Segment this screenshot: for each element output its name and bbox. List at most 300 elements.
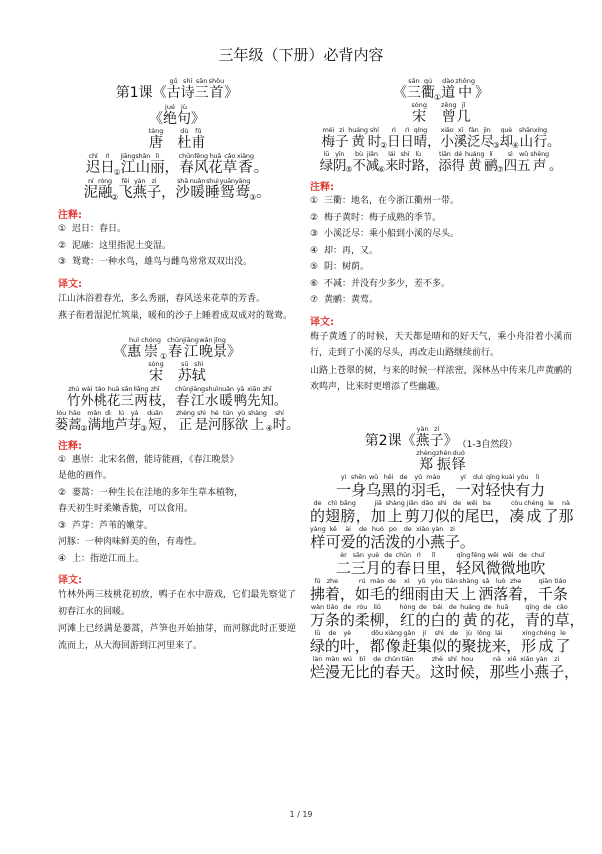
pinyin-char: 了le: [543, 498, 559, 525]
pinyin-char: 轼shì: [191, 359, 206, 384]
pinyin-char: 桃táo: [93, 384, 107, 409]
pinyin-char: 是shì: [194, 408, 209, 433]
text-segment: ，: [339, 584, 355, 603]
pinyin-char: 燕yàn: [430, 524, 445, 551]
note-item: [310, 211, 572, 227]
pinyin-char: 蒿hāo: [68, 408, 82, 433]
pinyin-char: 日rì: [411, 550, 427, 577]
pinyin-char: 苏sū: [177, 359, 192, 384]
pinyin-char: 草cǎo: [554, 602, 570, 629]
pinyin-char: 对duì: [470, 472, 486, 499]
pinyin-char: 春chūn: [167, 335, 184, 360]
note-number: ③: [58, 257, 67, 267]
text-segment: 。: [547, 134, 561, 150]
text-segment: ，: [427, 134, 441, 150]
note-item: [310, 293, 572, 309]
note-number: ④: [58, 553, 67, 564]
pinyin-char: 的de: [400, 524, 416, 551]
pinyin-char: 融róng: [97, 177, 113, 201]
pinyin-char: 地dì: [101, 408, 115, 433]
pinyin-char: 的de: [395, 472, 411, 499]
poem1-translation-label: 译文:: [58, 278, 82, 290]
pinyin-char: 二èr: [336, 550, 351, 577]
text-segment: 。: [459, 532, 475, 551]
pinyin-char: 五wǔ: [516, 150, 531, 174]
pinyin-char: 细xì: [399, 576, 415, 603]
pinyin-char: 宋sòng: [148, 359, 164, 384]
pinyin-char: 睡shuì: [205, 177, 220, 201]
pinyin-char: 由yóu: [429, 576, 445, 603]
pinyin-char: 形xíng: [521, 628, 537, 655]
text-segment: ，: [569, 610, 585, 629]
pinyin-char: 欲yù: [234, 408, 248, 433]
text-segment: 。: [273, 392, 288, 409]
pinyin-char: 成chéng: [536, 628, 556, 655]
pinyin-char: 烂làn: [310, 654, 325, 681]
text-segment: 。: [286, 416, 300, 433]
note-number: ②: [58, 487, 67, 498]
pinyin-char: 加jiā: [370, 498, 386, 525]
pinyin-char: 千qiān: [537, 576, 553, 603]
pinyin-char: 的de: [415, 602, 431, 629]
text-segment: ，: [355, 506, 371, 525]
pinyin-char: 洒sǎ: [478, 576, 494, 603]
pinyin-char: 那nà: [489, 654, 505, 681]
pinyin-char: 先xiān: [247, 384, 261, 409]
pinyin-char: 几jǐ: [456, 101, 471, 125]
note-text: 却：再，又。: [324, 245, 379, 256]
pinyin-char: 聚jù: [461, 628, 477, 655]
pinyin-char: 不bù: [352, 150, 366, 174]
text-segment: 》: [226, 343, 241, 360]
footnote-marker: ④: [265, 423, 273, 433]
poem2-translation-label: 译文:: [58, 575, 82, 586]
note-text: 蒌蒿：一种生长在洼地的多年生草本植物，: [72, 487, 244, 498]
text-segment: 《: [152, 85, 167, 101]
pinyin-char: 燕yàn: [534, 654, 550, 681]
pinyin-char: 句jù: [177, 103, 191, 127]
poem3-notes-label: 注释:: [310, 182, 334, 193]
pinyin-char: 红hóng: [399, 602, 416, 629]
poem3-line-1: [310, 127, 572, 150]
pinyin-char: 知zhī: [260, 384, 274, 409]
pinyin-char: 春chūn: [395, 550, 412, 577]
pinyin-char: 花huā: [106, 384, 121, 409]
pinyin-char: 吹chuī: [530, 550, 546, 577]
pinyin-char: 江jiāng: [190, 384, 205, 409]
pinyin-char: 身shēn: [350, 472, 367, 499]
pinyin-char: 拢lǒng: [476, 628, 492, 655]
text-segment: ，: [384, 610, 400, 629]
note-text: 惠崇：北宋名僧，能诗能画，《春江晚景》: [72, 454, 239, 465]
pinyin-char: 微wēi: [500, 550, 516, 577]
prose-line: [310, 654, 579, 682]
pinyin-char: 丽lì: [150, 152, 165, 176]
pinyin-char: 衢qú: [421, 77, 436, 101]
pinyin-char: 的de: [380, 550, 396, 577]
pinyin-char: 天tiān: [400, 654, 415, 681]
pinyin-char: 惠huì: [127, 335, 142, 360]
pinyin-char: 时shí: [398, 150, 412, 174]
pinyin-char: 微wēi: [485, 550, 501, 577]
poem1-notes: [58, 222, 296, 271]
pinyin-char: 却què: [499, 126, 513, 150]
lesson2-author: [310, 450, 572, 474]
pinyin-char: 如rú: [354, 576, 370, 603]
prose-line: [310, 578, 572, 604]
text-segment: ，: [424, 158, 439, 174]
lesson2-heading-note: （1-3自然段）: [457, 439, 518, 450]
poem1-title: [58, 104, 296, 128]
pinyin-char: 鸭yā: [233, 384, 248, 409]
pinyin-char: 小xiǎo: [519, 654, 535, 681]
note-item: [310, 277, 572, 293]
pinyin-char: 江jiāng: [120, 152, 136, 176]
pinyin-char: 两liǎng: [133, 384, 149, 409]
text-segment: 第1课: [115, 85, 153, 101]
pinyin-char: 的de: [539, 602, 555, 629]
note-text: 上：指逆江而上。: [72, 553, 145, 564]
text-segment: ，: [161, 185, 176, 201]
poem2-title: [58, 337, 296, 361]
pinyin-char: 振zhèn: [436, 448, 452, 473]
pinyin-char: 集jí: [416, 628, 432, 655]
pinyin-char: 草cǎo: [222, 152, 237, 176]
pinyin-char: 行xíng: [533, 126, 548, 150]
pinyin-char: 的de: [445, 602, 461, 629]
pinyin-char: 唐táng: [148, 127, 164, 151]
pinyin-char: 白bái: [430, 602, 446, 629]
pinyin-char: 那nà: [558, 498, 574, 525]
pinyin-char: 子zi: [444, 524, 460, 551]
text-segment: 。: [414, 662, 430, 681]
note-item: [58, 222, 296, 238]
pinyin-char: 子zi: [549, 654, 565, 681]
text-segment: 。: [256, 185, 271, 201]
footnote-marker: ①: [113, 168, 121, 177]
text-segment: [163, 136, 177, 152]
pinyin-char: 晚wǎn: [198, 335, 213, 360]
pinyin-char: 水shuǐ: [204, 384, 219, 409]
poem2-translation-2: 河滩上已经满是蒌蒿，芦笋也开始抽芽，而河豚此时正要逆流而上，从大海回游到江河里来了。: [58, 624, 296, 651]
note-text: 芦芽：芦苇的嫩芽。: [72, 520, 154, 531]
pinyin-char: 郑zhèng: [416, 448, 437, 473]
pinyin-char: 短duǎn: [147, 408, 163, 433]
pinyin-char: 泛fàn: [467, 126, 481, 150]
pinyin-char: 枝zhī: [148, 384, 162, 409]
pinyin-char: 拂fú: [310, 576, 325, 603]
pinyin-char: 万wàn: [310, 602, 325, 629]
pinyin-char: 鸯yāng: [234, 177, 251, 201]
text-segment: ，: [509, 610, 525, 629]
pinyin-char: 凑còu: [509, 498, 525, 525]
pinyin-char: 上shàng: [247, 408, 267, 433]
poem3-translation-label: 译文:: [310, 316, 334, 328]
pinyin-char: 甫fǔ: [191, 127, 206, 151]
text-segment: 》: [191, 111, 205, 127]
pinyin-char: 风fēng: [470, 550, 486, 577]
pinyin-char: 正zhèng: [175, 408, 195, 433]
pinyin-char: 一yí: [455, 472, 471, 499]
poem2-line-2: [54, 408, 300, 433]
text-segment: ，: [164, 160, 179, 176]
pinyin-char: 崇chóng: [141, 335, 161, 360]
page-title: 三年级（下册）必背内容: [218, 46, 384, 64]
note-number: ①: [58, 224, 67, 234]
pinyin-char: 三sān: [120, 384, 134, 409]
footnote-marker: ③: [492, 141, 500, 150]
pinyin-char: 诗shī: [180, 77, 195, 101]
pinyin-char: 条tiáo: [324, 602, 340, 629]
note-text: 小溪泛尽：乘小船到小溪的尽头。: [324, 229, 460, 239]
pinyin-char: 曾zēng: [440, 101, 457, 125]
footnote-marker: ②: [380, 141, 388, 150]
pinyin-char: 减jiǎn: [365, 150, 379, 174]
text-segment: ，: [564, 662, 579, 681]
pinyin-char: 黄huáng: [460, 602, 481, 629]
text-segment: 》: [224, 85, 239, 101]
pinyin-char: 似shì: [434, 498, 450, 525]
note-text: 梅子黄时：梅子成熟的季节。: [324, 212, 442, 223]
footnote-marker: ③: [140, 423, 148, 433]
text-segment: ，: [162, 416, 176, 433]
pinyin-char: 可kě: [325, 524, 341, 551]
text-segment: 。: [253, 160, 269, 176]
pinyin-char: 鹂lí: [484, 150, 498, 174]
pinyin-char: 花huā: [208, 152, 223, 176]
pinyin-char: 三sān: [350, 550, 366, 577]
pinyin-char: 巴ba: [479, 498, 495, 525]
pinyin-char: 的de: [480, 602, 495, 629]
note-item: [310, 194, 572, 210]
pinyin-char: 青qīng: [524, 602, 540, 629]
text-segment: 》: [443, 432, 458, 449]
text-segment: 》: [474, 85, 489, 101]
pinyin-char: 添tiān: [438, 150, 452, 174]
footnote-marker: ⑥: [377, 165, 385, 174]
note-item: [310, 260, 572, 276]
pinyin-char: 泼po: [385, 524, 401, 551]
pinyin-char: 子zi: [146, 177, 162, 201]
pinyin-char: 上shàng: [385, 498, 405, 525]
pinyin-char: 膀bǎng: [339, 498, 356, 525]
pinyin-char: 毛máo: [425, 472, 441, 499]
lesson1-heading: [58, 78, 296, 102]
pinyin-char: 芽yá: [127, 408, 142, 433]
pinyin-char: 的de: [310, 498, 325, 525]
note-item: [58, 486, 296, 502]
poem2-translation-1: 竹林外两三枝桃花初放，鸭子在水中游戏，它们最先察觉了初春江水的回暖。: [58, 590, 296, 617]
pinyin-char: 有yǒu: [515, 472, 531, 499]
poem2-line-1: [58, 386, 296, 409]
pinyin-char: 鸳yuān: [219, 177, 235, 201]
lesson2-heading-main: [365, 426, 458, 450]
footnote-marker: ②: [111, 193, 119, 202]
pinyin-char: 条tiáo: [552, 576, 568, 603]
pinyin-char: 来lái: [384, 150, 399, 174]
pinyin-char: 柳liǔ: [369, 602, 385, 629]
pinyin-char: 芦lú: [114, 408, 128, 433]
pinyin-char: 雨yǔ: [414, 576, 430, 603]
poem1-translation-1: 江山沐浴着春光，多么秀丽，春风送来花草的芳香。: [58, 293, 266, 304]
lesson2-heading: [310, 426, 572, 450]
poem2-notes-label: 注释:: [58, 440, 82, 452]
poem2-author: [58, 361, 296, 385]
pinyin-char: 似shì: [431, 628, 447, 655]
pinyin-char: 来lái: [491, 628, 507, 655]
pinyin-char: 外wài: [80, 384, 94, 409]
text-segment: ，: [440, 480, 456, 499]
text-segment: ，: [523, 584, 538, 603]
pinyin-char: 梅méi: [321, 126, 335, 150]
note-item: [58, 502, 296, 518]
pinyin-char: 无wú: [339, 654, 355, 681]
pinyin-char: 的de: [384, 576, 400, 603]
text-segment: 。: [548, 158, 563, 174]
pinyin-char: 里lǐ: [426, 550, 441, 577]
text-segment: ，: [474, 662, 490, 681]
note-text: 是他的画作。: [58, 471, 113, 481]
note-number: ③: [310, 229, 319, 239]
pinyin-char: 蒌lóu: [54, 408, 68, 433]
note-text: 三衢：地名，在今浙江衢州一带。: [324, 196, 460, 206]
pinyin-char: 竹zhú: [66, 384, 81, 409]
text-segment: ，: [494, 506, 510, 525]
pinyin-char: 迟chí: [85, 152, 101, 176]
poem1-translation-2: 燕子衔着湿泥忙筑巢，暖和的沙子上睡着成双成对的鸳鸯。: [58, 311, 293, 321]
pinyin-char: 乌wū: [366, 472, 382, 499]
note-number: ⑥: [310, 278, 319, 289]
pinyin-char: 黑hēi: [381, 472, 396, 499]
pinyin-char: 的de: [369, 654, 385, 681]
pinyin-char: 景jǐng: [212, 335, 227, 360]
pinyin-char: 泥ní: [83, 177, 98, 201]
note-number: ⑦: [310, 295, 319, 305]
note-item: [310, 227, 572, 243]
poem1-author: [58, 128, 296, 152]
pinyin-char: 绝jué: [163, 103, 177, 127]
pinyin-char: 山shān: [135, 152, 151, 176]
pinyin-char: 春chūn: [384, 654, 401, 681]
pinyin-char: 日rì: [387, 126, 401, 150]
pinyin-char: 路lù: [411, 150, 425, 174]
note-text: 鸳鸯：一种水鸟，雄鸟与雌鸟常常双双出没。: [72, 257, 253, 267]
pinyin-char: 黄huáng: [348, 126, 368, 150]
note-number: ①: [310, 196, 319, 206]
pinyin-char: 叶yè: [339, 628, 355, 655]
pinyin-char: 漫màn: [324, 654, 340, 681]
pinyin-char: 一yì: [336, 472, 351, 499]
pinyin-char: 都dōu: [369, 628, 385, 655]
pinyin-char: 的de: [355, 524, 371, 551]
pinyin-char: 着zhe: [324, 576, 340, 603]
pinyin-char: 沙shā: [175, 177, 190, 201]
pinyin-char: 轻qīng: [485, 472, 501, 499]
pinyin-char: 日rì: [100, 152, 115, 176]
poem1-line-2: [58, 178, 296, 202]
pinyin-char: 声shēng: [530, 150, 549, 174]
pinyin-char: 绿lǜ: [319, 150, 334, 174]
pinyin-char: 上shàng: [459, 576, 479, 603]
pinyin-char: 柔róu: [354, 602, 370, 629]
pinyin-char: 力lì: [530, 472, 546, 499]
note-number: ②: [310, 212, 319, 223]
pinyin-char: 暖nuǎn: [189, 177, 206, 201]
pinyin-char: 成chéng: [524, 498, 544, 525]
pinyin-char: 春chūn: [178, 152, 194, 176]
text-segment: 《: [149, 111, 163, 127]
pinyin-char: 刀dāo: [419, 498, 435, 525]
page-number: 1 / 19: [289, 810, 313, 819]
pinyin-char: 活huó: [370, 524, 386, 551]
pinyin-char: 轻qīng: [455, 550, 471, 577]
pinyin-char: 着zhe: [508, 576, 524, 603]
pinyin-char: 了le: [555, 628, 571, 655]
poem3-translation-1: 梅子黄透了的时候，天天都是晴和的好天气，乘小舟沿着小溪而行，走到了小溪的尽头，再改走山路继续前行。: [310, 331, 572, 358]
note-number: ③: [58, 520, 67, 531]
poem1-notes-label: 注释:: [58, 210, 82, 221]
pinyin-char: 地de: [515, 550, 531, 577]
pinyin-char: 日rì: [400, 126, 414, 150]
note-text: 河豚：一种肉味鲜美的鱼，有毒性。: [58, 537, 203, 547]
prose-line: [310, 474, 572, 500]
pinyin-char: 花huā: [494, 602, 510, 629]
poem3-author: [310, 102, 572, 126]
pinyin-char: 香xiāng: [236, 152, 254, 176]
pinyin-char: 三sān: [407, 77, 422, 101]
text-segment: 《: [401, 432, 416, 449]
poem3-line-2: [310, 151, 572, 174]
note-item: [310, 244, 572, 260]
pinyin-char: 子zi: [334, 126, 349, 150]
footnote-marker: ⑤: [345, 165, 353, 174]
note-text: 阴：树荫。: [324, 262, 370, 272]
pinyin-char: 春chūn: [174, 384, 191, 409]
note-text: 黄鹂：黄莺。: [324, 295, 379, 305]
note-item: [58, 519, 296, 535]
pinyin-char: 飞fēi: [118, 177, 133, 201]
pinyin-char: 候hou: [459, 654, 475, 681]
pinyin-char: 天tiān: [444, 576, 460, 603]
note-item: [58, 535, 296, 551]
note-number: ②: [58, 240, 67, 251]
pinyin-char: 杜dù: [177, 127, 192, 151]
pinyin-char: 河hé: [208, 408, 222, 433]
pinyin-char: 道dào: [441, 77, 456, 101]
poem3-notes: [310, 194, 572, 309]
pinyin-char: 样yàng: [310, 524, 326, 551]
prose-line: [310, 630, 572, 656]
pinyin-char: 尾wěi: [464, 498, 480, 525]
pinyin-char: 铎duó: [451, 448, 466, 473]
prose-line: [310, 500, 572, 526]
pinyin-char: 小xiǎo: [415, 524, 431, 551]
pinyin-char: 像xiàng: [384, 628, 402, 655]
pinyin-char: 晴qíng: [413, 126, 428, 150]
footnote-marker: ④: [511, 141, 519, 150]
pinyin-char: 阴yīn: [333, 150, 347, 174]
note-text: 春天初生时柔嫩香脆，可以食用。: [58, 504, 194, 514]
text-segment: [164, 369, 178, 385]
note-item: [58, 469, 296, 485]
text-segment: ，: [506, 636, 522, 655]
left-column: [54, 76, 300, 654]
pinyin-char: 翅chì: [324, 498, 340, 525]
pinyin-char: 四sì: [503, 150, 517, 174]
pinyin-char: 古gǔ: [166, 77, 181, 101]
note-text: 迟日：春日。: [72, 224, 127, 234]
note-number: ①: [58, 454, 67, 465]
